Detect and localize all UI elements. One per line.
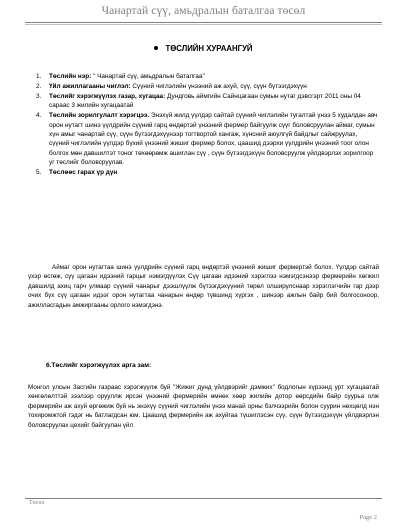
list-item bbox=[36, 111, 379, 167]
list-item-text: Дундговь аймгийн Сайнцагаан сумын нутаг дэвсгэрт 2011 оны 04 сараас 3 жилийн хугацаатай bbox=[49, 92, 361, 110]
implementation-paragraph: Монгол улсын Засгийн газраас хэрэгжүүлж буй "Жижиг дунд үйлдвэрийг дэмжих" бодлогын хүрээнд урт хугацаатай хөнгөлөлттэй зээлээр орууллж ирсэн үнээний фермерийн өмнөх хөөр жилийн дотор өөрсдийн байр суурьа олж фермерийн аж ахуй өргөжиж буй нь энэхүү сүүний чиглэлийн үнээ манай орны бэлчээрийн болон суурин нөхцөлд нэн тохиромжтой гэдэг нь батлагдсан юм. Цаашид фермерийн аж ахуйгаа түшиглэсэн сүү, сүүн бүтээгдэхүүн үйлдвэрлэн боловсруулах цехийг байгуулан үйл bbox=[28, 384, 379, 429]
header-divider bbox=[25, 22, 382, 25]
list-item-number: 4. bbox=[36, 112, 42, 120]
list-item-number: 5. bbox=[36, 169, 42, 177]
footer-divider bbox=[25, 498, 382, 499]
implementation-subheading: 6.Төслийг хэрэгжүүлэх арга зам: bbox=[46, 362, 152, 369]
list-item-text: " Чанартай сүү, амьдралын баталгаа" bbox=[91, 73, 205, 80]
summary-heading-text: ТӨСЛИЙН ХУРААНГУЙ bbox=[165, 44, 253, 53]
page-number: Page 2 bbox=[359, 514, 377, 521]
results-paragraph: Аймаг орон нутагтаа шинэ үүлдрийн сүүний гарц өндөртэй үнээний жишиг фермертэй болох. Үүлдэр сайтай үхэр өсгөж, сүү цагаан идээний гарцыг нэмэгдүүлэх Сүү цагаан идээний хэрэглээ нэмэгдсэнээр фермерийн хөгжил давшилд ахиц гарч улмаар сүүний чанарыг дээшлүүлж бүтээгдэхүүний төрөл олширулснаар хэрэглэгчийн гар дээр очих бүх сүү цагаан идээг орон нутагтаа чанарын өндөр түвшинд хүргэх , шинээр ажлын байр бий болгосоноор, ажилласгадын амжиргааны орлого нэмэгдэнэ. bbox=[28, 264, 379, 309]
list-item-text: Энэхүй жилд үүлдэр сайтай сүүний чиглэлийн тугалтай үнээ 5 худалдан авч орон нутагт шинэ үүлдрийн сүүний гарц өндөртэй үнээний фермер байгуулж сүүг боловсруулан аймаг, сумын хүн амыг чанартай сүү, сүүн бүтээгдэхүүнээр тогтвортой хангаж, хүнсний аюулгүй байдлыг сайжруулах, сүүний чиглэлийн үүлдэр бүхий үнээний жишиг фермер болох, цаашид дээрхи үүлдрийн үнээний тоог олон болгох мөн давшилтэт тоног төхөөрөмж ашиглан сүү , сүүн бүтээгдэхүүн боловсруулж үйлдвэрлэх зорилгоор уг төслийг боловсруулав. bbox=[49, 112, 378, 167]
summary-list bbox=[36, 72, 379, 178]
list-item-label: Үйл ажиллагааны чиглэл: bbox=[49, 82, 131, 90]
summary-heading bbox=[0, 44, 407, 53]
list-item-number: 3. bbox=[36, 92, 42, 100]
list-item bbox=[36, 92, 379, 111]
list-item-number: 1. bbox=[36, 73, 42, 80]
list-item bbox=[36, 72, 379, 81]
list-item bbox=[36, 82, 379, 91]
list-item bbox=[36, 168, 379, 177]
document-header-title: Чанартай сүү, амьдралын баталгаа төсөл bbox=[101, 5, 306, 17]
list-item-number: 2. bbox=[36, 82, 42, 90]
footer-label: Төсөл bbox=[29, 500, 45, 506]
list-item-label: Төслийн зорилгулалт хэрэгцээ. bbox=[49, 112, 150, 120]
list-item-text: Сүүний чиглэлийн үнээний аж ахуй, сүү, сүүн бүтээгдэхүүн bbox=[130, 82, 307, 90]
bullet-icon bbox=[154, 46, 158, 50]
list-item-label: Төслөөс гарах үр дүн bbox=[49, 169, 118, 177]
list-item-label: Төслийг хэрэгжүүлэх газар, хугацаа: bbox=[49, 92, 166, 100]
list-item-label: Төслийн нэр: bbox=[49, 73, 92, 80]
